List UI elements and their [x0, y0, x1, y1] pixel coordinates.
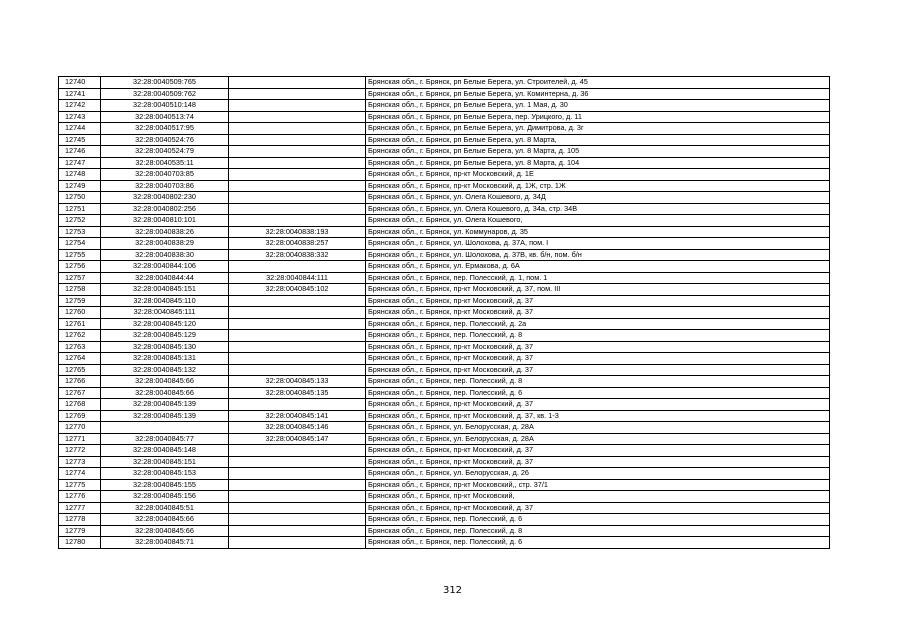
row-number-cell: 12744 [59, 123, 101, 135]
row-number-cell: 12760 [59, 307, 101, 319]
cadastral-number-cell: 32:28:0040810:101 [101, 215, 229, 227]
sub-cadastral-number-cell [229, 111, 366, 123]
address-cell: Брянская обл., г. Брянск, пер. Полесский, д. 6 [366, 537, 830, 549]
cadastral-number-cell: 32:28:0040845:110 [101, 295, 229, 307]
address-cell: Брянская обл., г. Брянск, пр-кт Московский, д. 37 [366, 456, 830, 468]
table-row [59, 203, 830, 215]
cadastral-number-cell: 32:28:0040845:66 [101, 525, 229, 537]
table-row [59, 272, 830, 284]
cadastral-number-cell: 32:28:0040517:95 [101, 123, 229, 135]
cadastral-number-cell: 32:28:0040838:30 [101, 249, 229, 261]
sub-cadastral-number-cell: 32:28:0040845:147 [229, 433, 366, 445]
table-row [59, 295, 830, 307]
row-number-cell: 12758 [59, 284, 101, 296]
cadastral-number-cell: 32:28:0040510:148 [101, 100, 229, 112]
sub-cadastral-number-cell: 32:28:0040845:141 [229, 410, 366, 422]
table-row [59, 456, 830, 468]
address-cell: Брянская обл., г. Брянск, пр-кт Московский, [366, 491, 830, 503]
address-cell: Брянская обл., г. Брянск, ул. Коммунаров, д. 35 [366, 226, 830, 238]
address-cell: Брянская обл., г. Брянск, пер. Полесский, д. 2а [366, 318, 830, 330]
page-number: 312 [442, 585, 463, 596]
cadastral-number-cell: 32:28:0040845:129 [101, 330, 229, 342]
sub-cadastral-number-cell [229, 514, 366, 526]
cadastral-number-cell: 32:28:0040845:155 [101, 479, 229, 491]
address-cell: Брянская обл., г. Брянск, пер. Полесский, д. 6 [366, 387, 830, 399]
sub-cadastral-number-cell [229, 445, 366, 457]
cadastral-number-cell: 32:28:0040845:151 [101, 456, 229, 468]
table-row [59, 330, 830, 342]
sub-cadastral-number-cell [229, 399, 366, 411]
row-number-cell: 12748 [59, 169, 101, 181]
row-number-cell: 12747 [59, 157, 101, 169]
registry-table [58, 76, 830, 549]
table-row [59, 123, 830, 135]
table-row [59, 134, 830, 146]
table-row [59, 111, 830, 123]
address-cell: Брянская обл., г. Брянск, пер. Полесский, д. 1, пом. 1 [366, 272, 830, 284]
row-number-cell: 12775 [59, 479, 101, 491]
table-row [59, 307, 830, 319]
address-cell: Брянская обл., г. Брянск, ул. Ермакова, д. 6А [366, 261, 830, 273]
address-cell: Брянская обл., г. Брянск, ул. Шолохова, д. 37А, пом. I [366, 238, 830, 250]
cadastral-number-cell: 32:28:0040844:44 [101, 272, 229, 284]
table-row [59, 226, 830, 238]
table-row [59, 77, 830, 89]
table-row [59, 180, 830, 192]
sub-cadastral-number-cell [229, 537, 366, 549]
table-row [59, 399, 830, 411]
cadastral-number-cell: 32:28:0040845:111 [101, 307, 229, 319]
address-cell: Брянская обл., г. Брянск, пр-кт Московский, д. 37 [366, 341, 830, 353]
address-cell: Брянская обл., г. Брянск, пр-кт Московский, д. 1Е [366, 169, 830, 181]
row-number-cell: 12768 [59, 399, 101, 411]
row-number-cell: 12742 [59, 100, 101, 112]
sub-cadastral-number-cell: 32:28:0040838:257 [229, 238, 366, 250]
cadastral-number-cell: 32:28:0040845:156 [101, 491, 229, 503]
address-cell: Брянская обл., г. Брянск, рп Белые Берега, ул. Димитрова, д. 3г [366, 123, 830, 135]
address-cell: Брянская обл., г. Брянск, пр-кт Московский, д. 37, кв. 1-3 [366, 410, 830, 422]
cadastral-number-cell: 32:28:0040802:230 [101, 192, 229, 204]
cadastral-number-cell: 32:28:0040845:139 [101, 410, 229, 422]
table-row [59, 376, 830, 388]
table-row [59, 433, 830, 445]
sub-cadastral-number-cell [229, 100, 366, 112]
address-cell: Брянская обл., г. Брянск, пр-кт Московский, д. 37 [366, 445, 830, 457]
cadastral-number-cell: 32:28:0040703:86 [101, 180, 229, 192]
row-number-cell: 12746 [59, 146, 101, 158]
address-cell: Брянская обл., г. Брянск, пр-кт Московский,, стр. 37/1 [366, 479, 830, 491]
cadastral-number-cell: 32:28:0040513:74 [101, 111, 229, 123]
cadastral-number-cell: 32:28:0040845:153 [101, 468, 229, 480]
sub-cadastral-number-cell [229, 169, 366, 181]
address-cell: Брянская обл., г. Брянск, пер. Полесский, д. 8 [366, 376, 830, 388]
address-cell: Брянская обл., г. Брянск, пер. Полесский, д. 8 [366, 525, 830, 537]
sub-cadastral-number-cell [229, 330, 366, 342]
row-number-cell: 12765 [59, 364, 101, 376]
row-number-cell: 12740 [59, 77, 101, 89]
sub-cadastral-number-cell [229, 468, 366, 480]
address-cell: Брянская обл., г. Брянск, рп Белые Берега, пер. Урицкого, д. 11 [366, 111, 830, 123]
cadastral-number-cell: 32:28:0040703:85 [101, 169, 229, 181]
cadastral-number-cell: 32:28:0040845:148 [101, 445, 229, 457]
cadastral-number-cell: 32:28:0040845:66 [101, 387, 229, 399]
cadastral-number-cell: 32:28:0040845:71 [101, 537, 229, 549]
address-cell: Брянская обл., г. Брянск, рп Белые Берега, ул. 8 Марта, [366, 134, 830, 146]
row-number-cell: 12764 [59, 353, 101, 365]
address-cell: Брянская обл., г. Брянск, пр-кт Московский, д. 37 [366, 295, 830, 307]
address-cell: Брянская обл., г. Брянск, ул. Белорусская, д. 28А [366, 422, 830, 434]
table-row [59, 88, 830, 100]
row-number-cell: 12771 [59, 433, 101, 445]
address-cell: Брянская обл., г. Брянск, рп Белые Берега, ул. 8 Марта, д. 105 [366, 146, 830, 158]
table-row [59, 341, 830, 353]
cadastral-number-cell: 32:28:0040845:66 [101, 514, 229, 526]
address-cell: Брянская обл., г. Брянск, ул. Олега Кошевого, [366, 215, 830, 227]
table-row [59, 387, 830, 399]
sub-cadastral-number-cell: 32:28:0040844:111 [229, 272, 366, 284]
address-cell: Брянская обл., г. Брянск, пер. Полесский, д. 6 [366, 514, 830, 526]
sub-cadastral-number-cell: 32:28:0040838:332 [229, 249, 366, 261]
cadastral-number-cell [101, 422, 229, 434]
table-row [59, 261, 830, 273]
row-number-cell: 12767 [59, 387, 101, 399]
row-number-cell: 12753 [59, 226, 101, 238]
table-row [59, 479, 830, 491]
row-number-cell: 12777 [59, 502, 101, 514]
row-number-cell: 12780 [59, 537, 101, 549]
cadastral-number-cell: 32:28:0040509:765 [101, 77, 229, 89]
row-number-cell: 12762 [59, 330, 101, 342]
address-cell: Брянская обл., г. Брянск, рп Белые Берега, ул. Строителей, д. 45 [366, 77, 830, 89]
row-number-cell: 12750 [59, 192, 101, 204]
cadastral-number-cell: 32:28:0040844:106 [101, 261, 229, 273]
sub-cadastral-number-cell [229, 203, 366, 215]
sub-cadastral-number-cell [229, 180, 366, 192]
cadastral-number-cell: 32:28:0040509:762 [101, 88, 229, 100]
row-number-cell: 12743 [59, 111, 101, 123]
row-number-cell: 12749 [59, 180, 101, 192]
address-cell: Брянская обл., г. Брянск, пер. Полесский, д. 8 [366, 330, 830, 342]
address-cell: Брянская обл., г. Брянск, ул. Олега Кошевого, д. 34а, стр. 34В [366, 203, 830, 215]
address-cell: Брянская обл., г. Брянск, пр-кт Московский, д. 1Ж, стр. 1Ж [366, 180, 830, 192]
address-cell: Брянская обл., г. Брянск, рп Белые Берега, ул. Коминтерна, д. 36 [366, 88, 830, 100]
address-cell: Брянская обл., г. Брянск, ул. Белорусская, д. 28А [366, 433, 830, 445]
cadastral-number-cell: 32:28:0040802:256 [101, 203, 229, 215]
table-row [59, 100, 830, 112]
cadastral-number-cell: 32:28:0040845:151 [101, 284, 229, 296]
table-row [59, 238, 830, 250]
row-number-cell: 12751 [59, 203, 101, 215]
sub-cadastral-number-cell [229, 123, 366, 135]
address-cell: Брянская обл., г. Брянск, пр-кт Московский, д. 37 [366, 399, 830, 411]
row-number-cell: 12766 [59, 376, 101, 388]
table-row [59, 468, 830, 480]
sub-cadastral-number-cell [229, 341, 366, 353]
row-number-cell: 12756 [59, 261, 101, 273]
sub-cadastral-number-cell [229, 134, 366, 146]
table-row [59, 215, 830, 227]
cadastral-number-cell: 32:28:0040838:29 [101, 238, 229, 250]
row-number-cell: 12763 [59, 341, 101, 353]
sub-cadastral-number-cell: 32:28:0040845:146 [229, 422, 366, 434]
cadastral-number-cell: 32:28:0040524:79 [101, 146, 229, 158]
sub-cadastral-number-cell: 32:28:0040845:135 [229, 387, 366, 399]
table-row [59, 422, 830, 434]
table-row [59, 284, 830, 296]
sub-cadastral-number-cell: 32:28:0040845:102 [229, 284, 366, 296]
sub-cadastral-number-cell [229, 491, 366, 503]
cadastral-number-cell: 32:28:0040845:66 [101, 376, 229, 388]
cadastral-number-cell: 32:28:0040845:139 [101, 399, 229, 411]
sub-cadastral-number-cell [229, 479, 366, 491]
table-row [59, 169, 830, 181]
table-row [59, 157, 830, 169]
cadastral-number-cell: 32:28:0040845:77 [101, 433, 229, 445]
table-row [59, 318, 830, 330]
row-number-cell: 12754 [59, 238, 101, 250]
sub-cadastral-number-cell [229, 318, 366, 330]
table-row [59, 410, 830, 422]
sub-cadastral-number-cell [229, 215, 366, 227]
row-number-cell: 12752 [59, 215, 101, 227]
address-cell: Брянская обл., г. Брянск, пр-кт Московский, д. 37, пом. III [366, 284, 830, 296]
table-row [59, 445, 830, 457]
registry-table-body [59, 77, 830, 549]
row-number-cell: 12772 [59, 445, 101, 457]
row-number-cell: 12779 [59, 525, 101, 537]
address-cell: Брянская обл., г. Брянск, ул. Шолохова, д. 37В, кв. б/н, пом. б/н [366, 249, 830, 261]
row-number-cell: 12741 [59, 88, 101, 100]
cadastral-number-cell: 32:28:0040838:26 [101, 226, 229, 238]
sub-cadastral-number-cell [229, 77, 366, 89]
table-row [59, 514, 830, 526]
row-number-cell: 12745 [59, 134, 101, 146]
cadastral-number-cell: 32:28:0040535:11 [101, 157, 229, 169]
row-number-cell: 12759 [59, 295, 101, 307]
table-row [59, 491, 830, 503]
cadastral-number-cell: 32:28:0040845:51 [101, 502, 229, 514]
cadastral-number-cell: 32:28:0040845:131 [101, 353, 229, 365]
address-cell: Брянская обл., г. Брянск, пр-кт Московский, д. 37 [366, 307, 830, 319]
address-cell: Брянская обл., г. Брянск, рп Белые Берега, ул. 1 Мая, д. 30 [366, 100, 830, 112]
sub-cadastral-number-cell [229, 157, 366, 169]
sub-cadastral-number-cell [229, 261, 366, 273]
sub-cadastral-number-cell [229, 525, 366, 537]
sub-cadastral-number-cell [229, 146, 366, 158]
row-number-cell: 12757 [59, 272, 101, 284]
table-row [59, 353, 830, 365]
address-cell: Брянская обл., г. Брянск, рп Белые Берега, ул. 8 Марта, д. 104 [366, 157, 830, 169]
address-cell: Брянская обл., г. Брянск, ул. Белорусская, д. 26 [366, 468, 830, 480]
cadastral-number-cell: 32:28:0040845:120 [101, 318, 229, 330]
sub-cadastral-number-cell [229, 364, 366, 376]
address-cell: Брянская обл., г. Брянск, пр-кт Московский, д. 37 [366, 502, 830, 514]
row-number-cell: 12776 [59, 491, 101, 503]
sub-cadastral-number-cell [229, 192, 366, 204]
sub-cadastral-number-cell [229, 456, 366, 468]
row-number-cell: 12769 [59, 410, 101, 422]
table-row [59, 146, 830, 158]
row-number-cell: 12778 [59, 514, 101, 526]
address-cell: Брянская обл., г. Брянск, пр-кт Московский, д. 37 [366, 364, 830, 376]
address-cell: Брянская обл., г. Брянск, ул. Олега Кошевого, д. 34Д [366, 192, 830, 204]
table-row [59, 502, 830, 514]
row-number-cell: 12761 [59, 318, 101, 330]
sub-cadastral-number-cell: 32:28:0040845:133 [229, 376, 366, 388]
table-row [59, 537, 830, 549]
cadastral-number-cell: 32:28:0040845:130 [101, 341, 229, 353]
table-row [59, 364, 830, 376]
address-cell: Брянская обл., г. Брянск, пр-кт Московский, д. 37 [366, 353, 830, 365]
sub-cadastral-number-cell [229, 295, 366, 307]
sub-cadastral-number-cell [229, 307, 366, 319]
sub-cadastral-number-cell [229, 88, 366, 100]
table-row [59, 192, 830, 204]
cadastral-number-cell: 32:28:0040524:76 [101, 134, 229, 146]
table-row [59, 249, 830, 261]
sub-cadastral-number-cell [229, 502, 366, 514]
cadastral-number-cell: 32:28:0040845:132 [101, 364, 229, 376]
row-number-cell: 12773 [59, 456, 101, 468]
row-number-cell: 12774 [59, 468, 101, 480]
sub-cadastral-number-cell [229, 353, 366, 365]
sub-cadastral-number-cell: 32:28:0040838:193 [229, 226, 366, 238]
table-row [59, 525, 830, 537]
row-number-cell: 12755 [59, 249, 101, 261]
row-number-cell: 12770 [59, 422, 101, 434]
